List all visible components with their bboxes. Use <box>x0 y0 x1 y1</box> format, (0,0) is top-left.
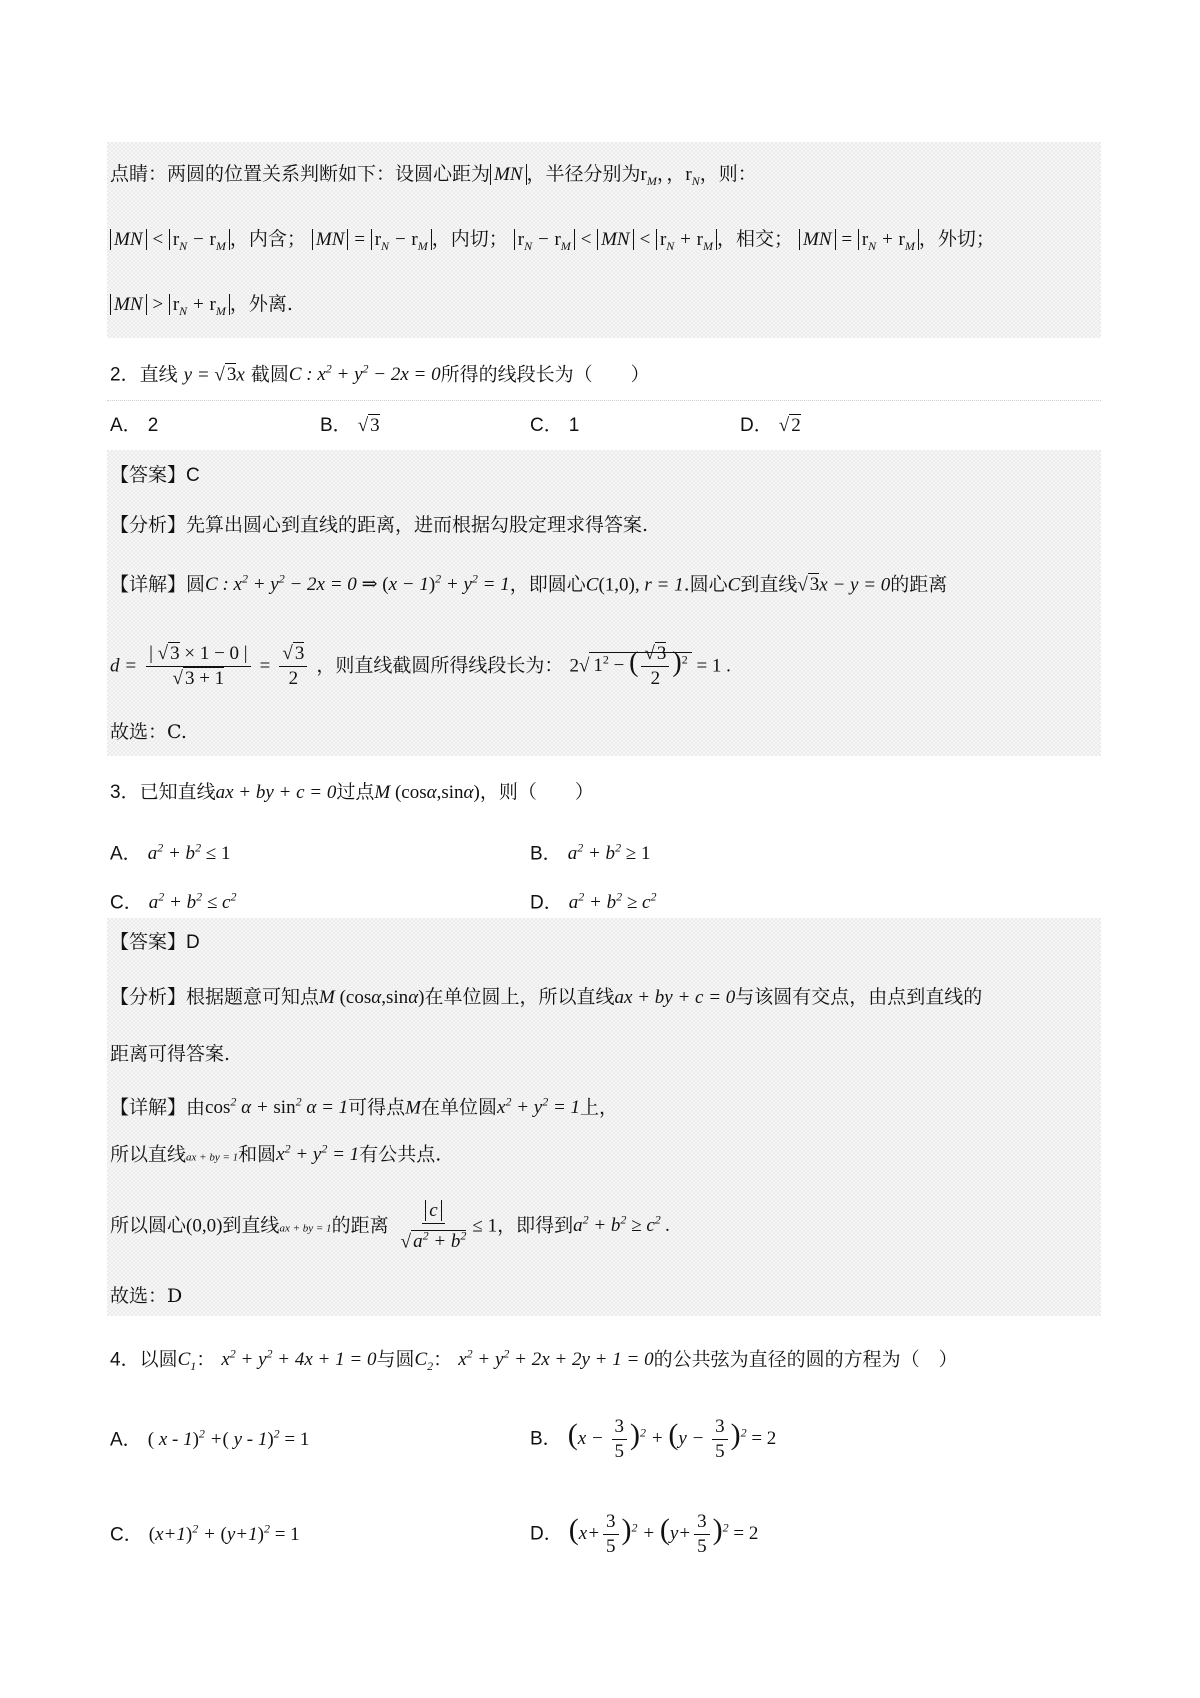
note-prefix: 点睛：两圆的位置关系判断如下：设圆心距为 <box>110 163 491 185</box>
q4-stem: 4．以圆$C_1$： $x^2 + y^2 + 4x + 1 = 0$与圆$C_2$： $x^2 + y^2 + 2x + 2y + 1 = 0$的公共弦为直径的圆的方程为（ ） <box>110 1347 958 1374</box>
q3-analysis: 【分析】根据题意可知点M (cosα,sinα)在单位圆上，所以直线ax + by + c = 0与该圆有交点，由点到直线的 <box>110 986 983 1008</box>
q3-option-b[interactable]: B． $a^2 + b^2 \ge 1$ <box>530 841 651 865</box>
q4-option-a[interactable]: A． ( x - 1)$^2$ +( y - 1)$^2$ = 1 <box>110 1427 310 1451</box>
note-line-3: MN > $r_N + r_M$ ，外离. <box>110 290 293 325</box>
q3-detail-3: 所以圆心(0,0)到直线ax + by = 1的距离 $\frac{c}{√ a^2 + b^2}$ ≤ 1，即得到$a^2 + b^2 \ge c^2$ . <box>110 1199 671 1252</box>
q3-detail: 【详解】由$\cos^2 \alpha + \sin^2 \alpha = 1$可得点M在单位圆$x^2 + y^2 = 1$上， <box>110 1095 619 1119</box>
q2-answer: 【答案】C <box>110 464 200 486</box>
note-line-1: 点睛：两圆的位置关系判断如下：设圆心距为 MN ，半径分别为$r_M$，，$r_N$，则： <box>110 163 757 188</box>
q3-stem: 3．已知直线ax + by + c = 0过点M (cosα,sinα)，则（ ） <box>110 781 594 803</box>
q2-separator <box>107 400 1101 401</box>
q3-option-a[interactable]: A． $a^2 + b^2 \le 1$ <box>110 841 231 865</box>
q2-option-d[interactable]: D． √ 2 <box>740 415 801 436</box>
q2-distance: d = $\frac{| √ 3 \times 1 - 0 |}{√ 3 + 1}$ = $\frac{√ 3}{2}$ ，则直线截圆所得线段长为： 2√ $1^2$ − ( $\frac{√ 3}{2}$ )$^2$ = 1 . <box>110 642 731 690</box>
distance-mn: MN <box>490 164 527 185</box>
q3-analysis-cont: 距离可得答案. <box>110 1043 231 1065</box>
q2-detail: 【详解】圆C : $x^2 + y^2 - 2x = 0$ ⇒ $(x - 1)^2 + y^2 = 1$，即圆心C(1,0), r = 1.圆心C到直线√ 3x − y = 0的距离 <box>110 572 948 596</box>
q2-solution-block <box>107 450 1101 756</box>
q2-option-a[interactable]: A． 2 <box>110 415 159 436</box>
q4-option-b[interactable]: B． (x − $\frac{3}{5}$ )$^2$ + (y − $\frac{3}{5}$ )$^2$ = 2 <box>530 1416 777 1463</box>
q3-answer: 【答案】D <box>110 931 200 953</box>
q2-choice: 故选：C. <box>110 721 187 743</box>
q3-option-c[interactable]: C． $a^2 + b^2 \le c^2$ <box>110 890 237 914</box>
q4-option-c[interactable]: C． $(x+1)^2 + (y+1)^2 = 1$ <box>110 1522 300 1546</box>
q2-stem: 2．直线 y = √ 3x 截圆C : $x^2 + y^2 - 2x = 0$所得的线段长为（ ） <box>110 362 650 386</box>
q2-analysis: 【分析】先算出圆心到直线的距离，进而根据勾股定理求得答案. <box>110 514 649 536</box>
q3-detail-2: 所以直线ax + by = 1和圆$x^2 + y^2 = 1$有公共点. <box>110 1142 442 1166</box>
note-line-2: MN < $r_N - r_M$ ，内含； MN = $r_N - r_M$ ，内切； $r_N - r_M$ < MN < $r_N + r_M$ ，相交； MN = $r_N + r_M$ ，外切； <box>110 225 995 260</box>
q3-choice: 故选：D <box>110 1285 183 1307</box>
q2-option-b[interactable]: B． √ 3 <box>320 415 380 436</box>
q4-option-d[interactable]: D． (x+ $\frac{3}{5}$ )$^2$ + (y+ $\frac{3}{5}$ )$^2$ = 2 <box>530 1511 759 1558</box>
q3-option-d[interactable]: D． $a^2 + b^2 \ge c^2$ <box>530 890 657 914</box>
q2-option-c[interactable]: C． 1 <box>530 415 580 436</box>
